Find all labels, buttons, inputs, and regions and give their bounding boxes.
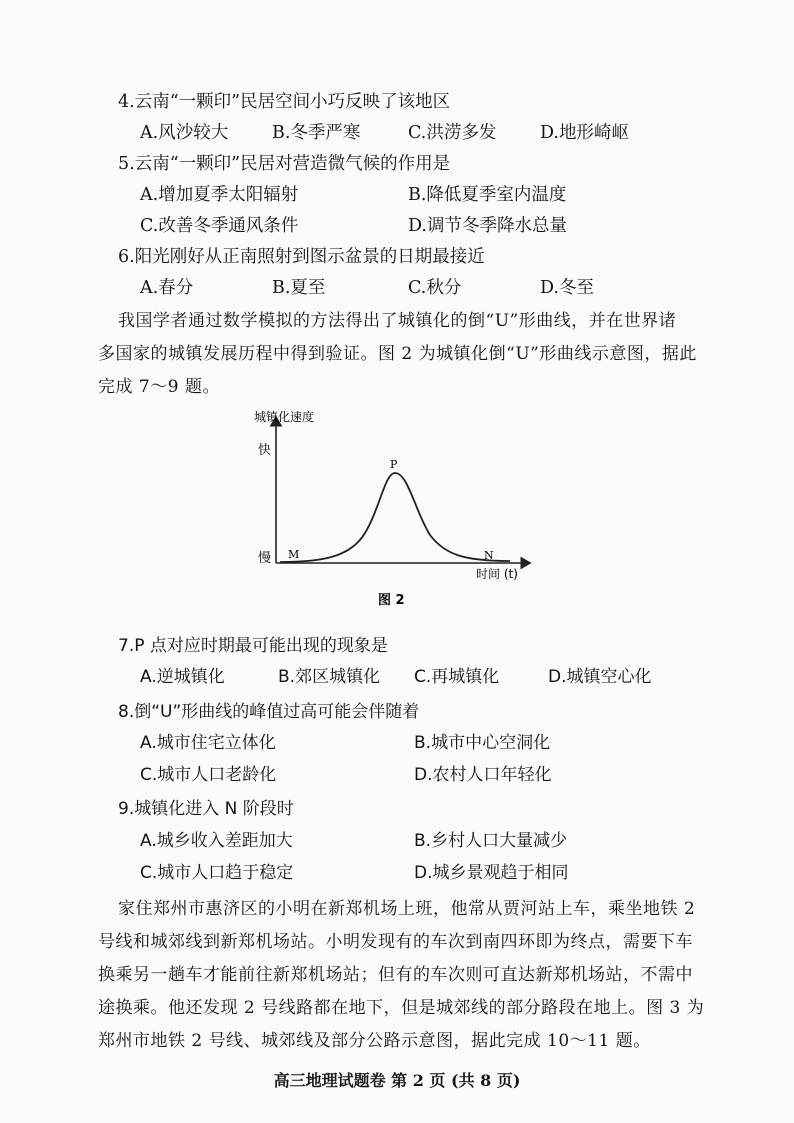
question-5-option-a: A.增加夏季太阳辐射 <box>140 185 299 205</box>
figure-caption: 图 2 <box>378 593 405 608</box>
y-slow-label: 慢 <box>258 551 272 566</box>
question-7-option-a: A.逆城镇化 <box>140 667 225 687</box>
intro-line: 多国家的城镇发展历程中得到验证。图 2 为城镇化倒“U”形曲线示意图，据此 <box>98 344 697 364</box>
x-axis-label: 时间 (t) <box>476 567 518 581</box>
question-9-option-c: C.城市人口趋于稳定 <box>140 863 294 883</box>
intro-line: 号线和城郊线到新郑机场站。小明发现有的车次到南四环即为终点，需要下车 <box>98 932 693 952</box>
point-p-label: P <box>390 458 398 471</box>
question-8-option-a: A.城市住宅立体化 <box>140 733 276 753</box>
question-8-stem: 8.倒“U”形曲线的峰值过高可能会伴随着 <box>118 702 420 722</box>
page-footer: 高三地理试题卷 第 2 页 (共 8 页) <box>273 1071 521 1090</box>
question-6-option-c: C.秋分 <box>408 278 462 298</box>
question-7-stem: 7.P 点对应时期最可能出现的现象是 <box>118 636 388 656</box>
question-9-stem: 9.城镇化进入 N 阶段时 <box>118 799 294 819</box>
question-4-option-d: D.地形崎岖 <box>540 123 629 143</box>
question-5-option-d: D.调节冬季降水总量 <box>408 216 567 236</box>
question-4-option-c: C.洪涝多发 <box>408 123 497 143</box>
question-5-option-c: C.改善冬季通风条件 <box>140 216 299 236</box>
question-4-option-a: A.风沙较大 <box>140 123 229 143</box>
question-9-option-d: D.城乡景观趋于相同 <box>414 863 569 883</box>
question-7-option-b: B.郊区城镇化 <box>278 667 381 687</box>
question-7-option-c: C.再城镇化 <box>414 667 500 687</box>
question-6-option-a: A.春分 <box>140 278 194 298</box>
intro-paragraph-10-11 <box>98 893 705 1058</box>
question-6-option-d: D.冬至 <box>540 278 594 298</box>
figure-2-inverted-u-curve <box>240 403 540 613</box>
intro-line: 我国学者通过数学模拟的方法得出了城镇化的倒“U”形曲线，并在世界诸 <box>118 311 677 331</box>
intro-line: 家住郑州市惠济区的小明在新郑机场上班，他常从贾河站上车，乘坐地铁 2 <box>118 899 696 919</box>
question-4-stem: 4.云南“一颗印”民居空间小巧反映了该地区 <box>118 92 451 112</box>
intro-line: 换乘另一趟车才能前往新郑机场站；但有的车次则可直达新郑机场站，不需中 <box>98 965 693 985</box>
urbanization-curve <box>280 473 510 562</box>
question-4-option-b: B.冬季严寒 <box>272 123 361 143</box>
intro-line: 途换乘。他还发现 2 号线路都在地下，但是城郊线的部分路段在地上。图 3 为 <box>98 998 705 1018</box>
intro-line: 完成 7～9 题。 <box>98 377 220 397</box>
y-axis-label: 城镇化速度 <box>254 410 315 424</box>
question-8-option-d: D.农村人口年轻化 <box>414 765 552 785</box>
intro-paragraph-7-9 <box>98 305 697 404</box>
question-8-option-c: C.城市人口老龄化 <box>140 765 277 785</box>
point-m-label: M <box>288 548 300 561</box>
question-5-option-b: B.降低夏季室内温度 <box>408 185 567 205</box>
y-fast-label: 快 <box>258 443 272 458</box>
intro-line: 郑州市地铁 2 号线、城郊线及部分公路示意图，据此完成 10～11 题。 <box>98 1031 651 1051</box>
question-6-stem: 6.阳光刚好从正南照射到图示盆景的日期最接近 <box>118 247 485 267</box>
question-9-option-a: A.城乡收入差距加大 <box>140 831 293 851</box>
question-8-option-b: B.城市中心空洞化 <box>414 733 551 753</box>
question-6-option-b: B.夏至 <box>272 278 326 298</box>
question-5-stem: 5.云南“一颗印”民居对营造微气候的作用是 <box>118 154 451 174</box>
question-7-option-d: D.城镇空心化 <box>548 667 652 687</box>
question-9-option-b: B.乡村人口大量减少 <box>414 831 568 851</box>
point-n-label: N <box>484 549 494 562</box>
